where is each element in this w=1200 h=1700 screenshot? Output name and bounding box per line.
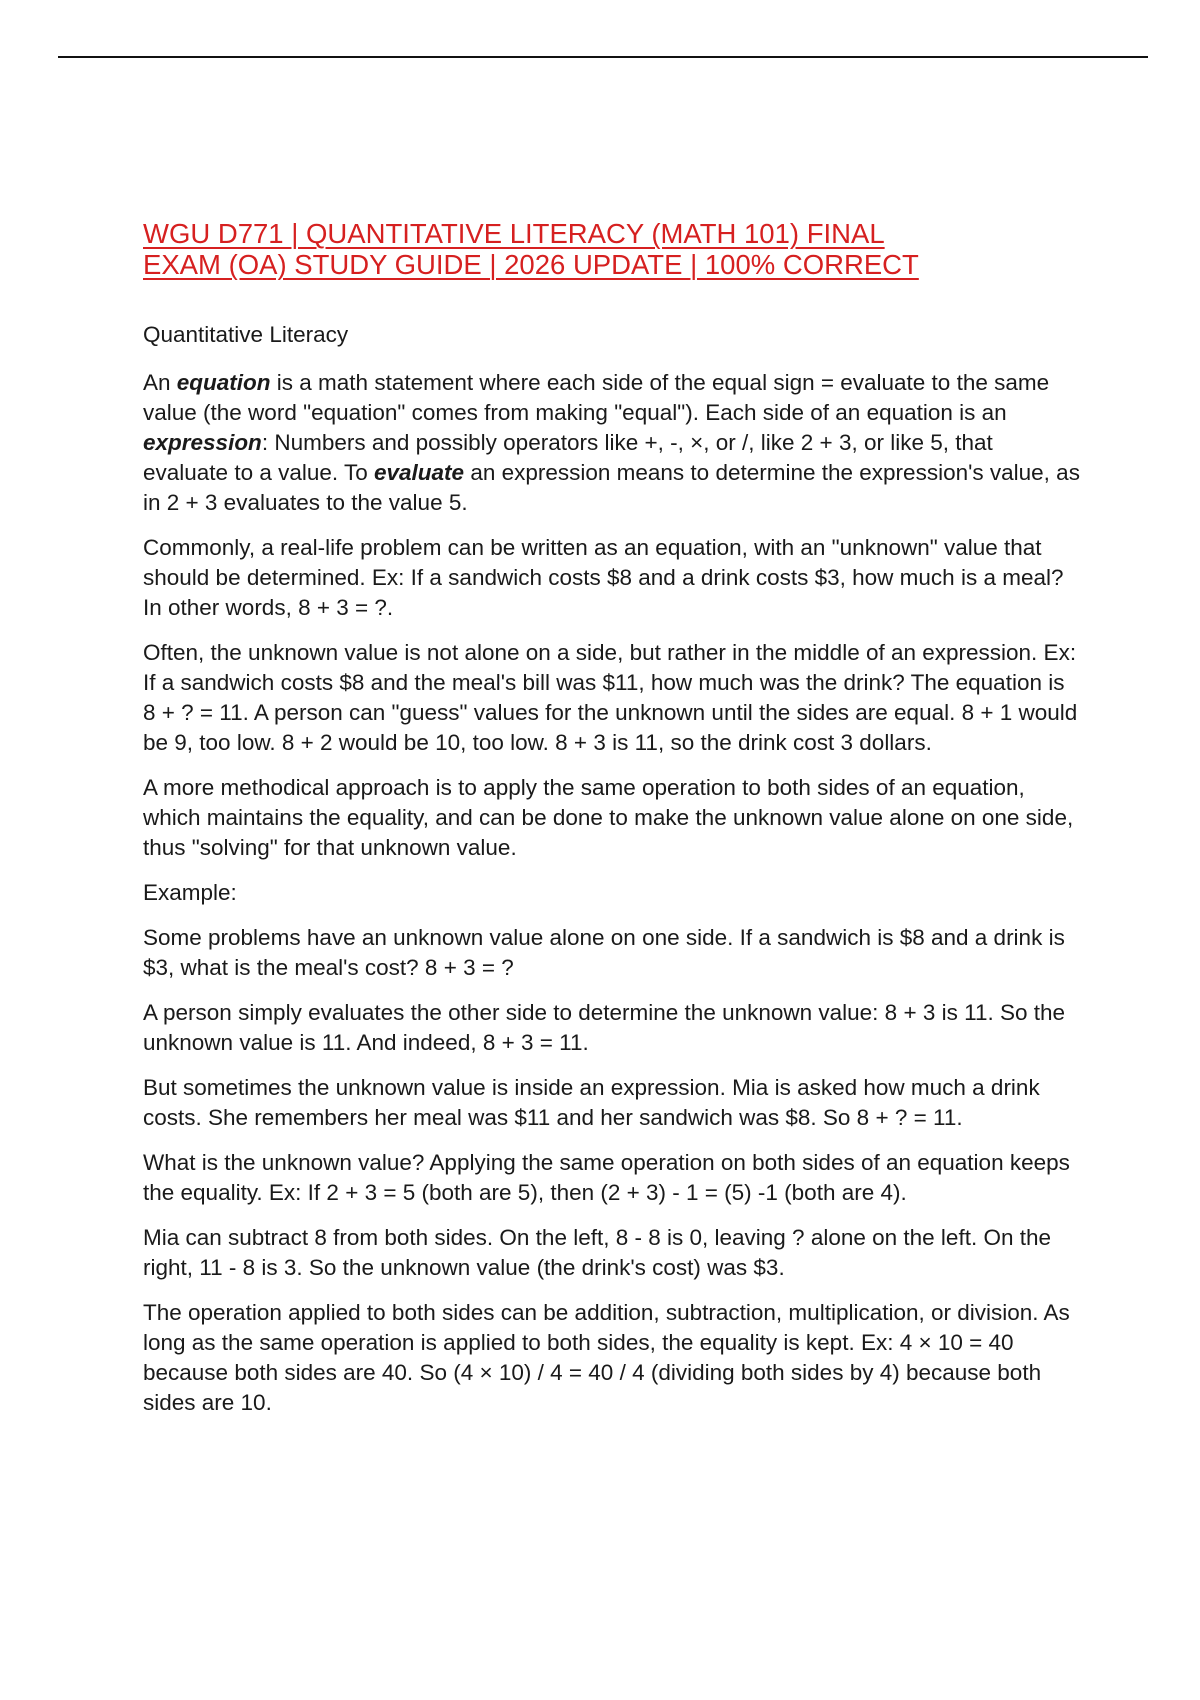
term-equation: equation — [176, 370, 271, 395]
document-body — [143, 218, 1083, 1418]
paragraph: A more methodical approach is to apply the same operation to both sides of an equation, which maintains the equality, and can be done to make the unknown value alone on one side, thus "solving" for that unknown value. — [143, 775, 1074, 860]
paragraph: The operation applied to both sides can be addition, subtraction, multiplication, or division. As long as the same operation is applied to both sides, the equality is kept. Ex: 4 × 10 = 40 because both sides are 40. So (4 × 10) / 4 = 40 / 4 (dividing both sides by 4) because both sides are 10. — [143, 1300, 1070, 1415]
intro-text: An — [143, 370, 177, 395]
paragraph: A person simply evaluates the other side to determine the unknown value: 8 + 3 is 11. So the unknown value is 11. And indeed, 8 + 3 = 11. — [143, 1000, 1066, 1055]
term-expression: expression — [143, 430, 262, 455]
paragraph: Commonly, a real-life problem can be written as an equation, with an "unknown" value that should be determined. Ex: If a sandwich costs $8 and a drink costs $3, how much is a meal? In other words, 8 + 3 = ?. — [143, 535, 1064, 620]
paragraph: But sometimes the unknown value is inside an expression. Mia is asked how much a drink costs. She remembers her meal was $11 and her sandwich was $8. So 8 + ? = 11. — [143, 1075, 1040, 1130]
term-evaluate: evaluate — [374, 460, 465, 485]
title-line: EXAM (OA) STUDY GUIDE | 2026 UPDATE | 100% CORRECT — [143, 249, 919, 280]
paragraph: What is the unknown value? Applying the same operation on both sides of an equation keeps the equality. Ex: If 2 + 3 = 5 (both are 5), then (2 + 3) - 1 = (5) -1 (both are 4). — [143, 1150, 1070, 1205]
section-heading: Quantitative Literacy — [143, 322, 349, 347]
paragraph: Some problems have an unknown value alone on one side. If a sandwich is $8 and a drink is $3, what is the meal's cost? 8 + 3 = ? — [143, 925, 1065, 980]
intro-paragraph — [143, 368, 1083, 518]
intro-text: an expression means to determine the expression's value, as in 2 + 3 evaluates to the value 5. — [143, 460, 1080, 515]
title-line: WGU D771 | QUANTITATIVE LITERACY (MATH 101) FINAL — [143, 218, 885, 249]
paragraph: Mia can subtract 8 from both sides. On the left, 8 - 8 is 0, leaving ? alone on the left. On the right, 11 - 8 is 3. So the unknown value (the drink's cost) was $3. — [143, 1225, 1051, 1280]
intro-text: : Numbers and possibly operators like +, -, ×, or /, like 2 + 3, or like 5, that evaluate to a value. To — [143, 430, 993, 485]
header-rule — [58, 56, 1148, 58]
intro-text: is a math statement where each side of the equal sign = evaluate to the same value (the word "equation" comes from making "equal"). Each side of an equation is an — [143, 370, 1050, 425]
example-label: Example: — [143, 880, 237, 905]
document-title — [143, 218, 1083, 280]
paragraph: Often, the unknown value is not alone on a side, but rather in the middle of an expression. Ex: If a sandwich costs $8 and the meal's bill was $11, how much was the drink? The equation is 8 + ? = 11. A person can "guess" values for the unknown until the sides are equal. 8 + 1 would be 9, too low. 8 + 2 would be 10, too low. 8 + 3 is 11, so the drink cost 3 dollars. — [143, 640, 1078, 755]
